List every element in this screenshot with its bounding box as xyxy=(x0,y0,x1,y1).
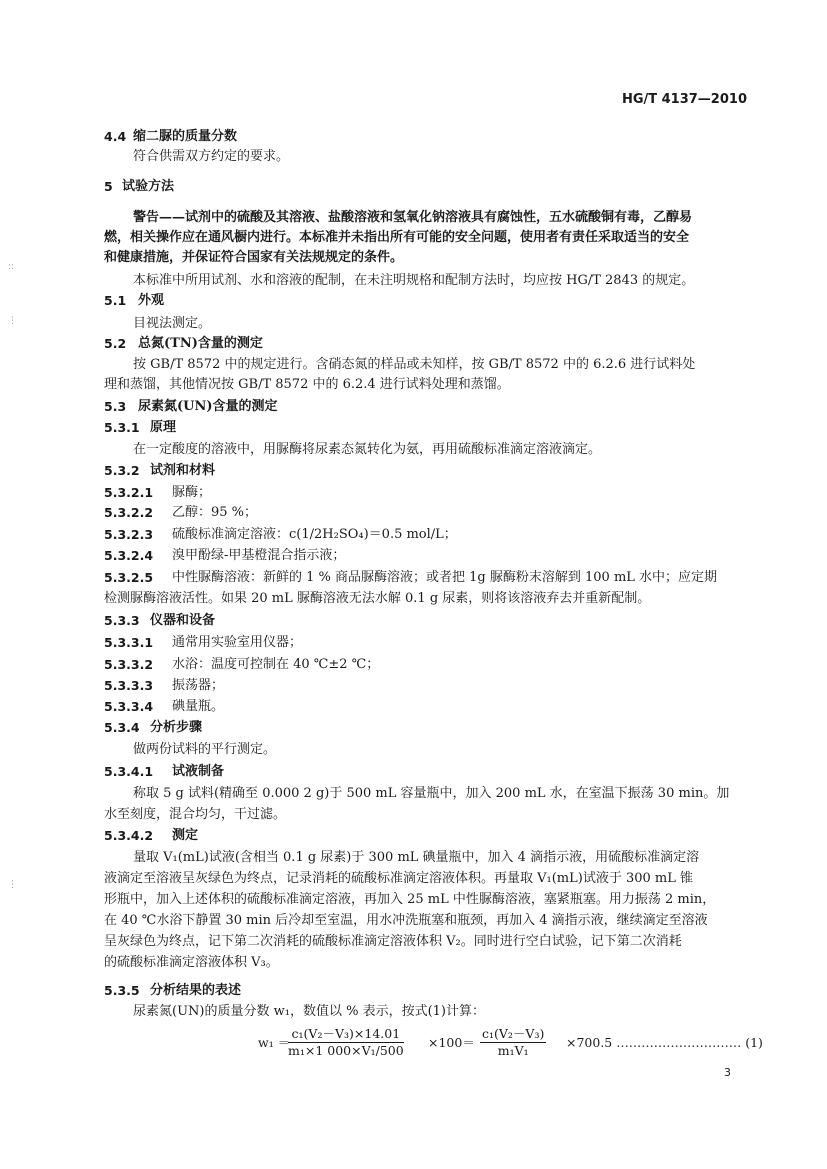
text-line xyxy=(0,633,827,653)
text-line xyxy=(0,503,827,523)
section-number: 5.2 xyxy=(104,336,127,351)
section-number: 5.3.2.4 xyxy=(104,548,154,563)
section-number: 5.3.2.5 xyxy=(104,570,154,585)
section-number: 5.3.2 xyxy=(104,463,140,478)
paragraph-text: 乙醇：95 %； xyxy=(172,505,258,520)
text-line xyxy=(0,483,827,503)
section-number: 5.3.3.2 xyxy=(104,657,154,672)
paragraph-text: 硫酸标准滴定溶液：c(1/2H₂SO₄)＝0.5 mol/L； xyxy=(172,527,457,542)
text-line xyxy=(0,355,827,375)
text-line xyxy=(0,397,827,417)
paragraph-text: 的硫酸标准滴定溶液体积 V₃。 xyxy=(104,955,279,970)
text-line xyxy=(0,208,827,228)
formula-fraction-2-denominator: m₁V₁ xyxy=(497,1043,529,1058)
text-line xyxy=(0,568,827,588)
text-line xyxy=(0,271,827,291)
section-number: 5.3 xyxy=(104,399,127,414)
formula-lhs: w₁ ＝ xyxy=(258,1035,291,1050)
paragraph-text: 溴甲酚绿-甲基橙混合指示液； xyxy=(172,548,346,563)
text-line xyxy=(0,655,827,675)
text-line xyxy=(0,953,827,973)
text-line xyxy=(0,911,827,931)
section-number: 5.3.5 xyxy=(104,983,140,998)
paragraph-text: 碘量瓶。 xyxy=(172,699,225,714)
paragraph-text: 符合供需双方约定的要求。 xyxy=(133,149,290,164)
paragraph-text: 水浴：温度可控制在 40 ℃±2 ℃； xyxy=(172,657,380,672)
section-number: 5.3.2.1 xyxy=(104,485,154,500)
text-line xyxy=(0,589,827,609)
page-number: 3 xyxy=(724,1066,731,1079)
doc-code: HG/T 4137—2010 xyxy=(621,92,747,107)
paragraph-text: 在 40 ℃水浴下静置 30 min 后冷却至室温，用水冲洗瓶塞和瓶颈，再加入 4 滴指示液，继续滴定至溶液 xyxy=(104,913,708,928)
text-line xyxy=(0,740,827,760)
text-line xyxy=(0,848,827,868)
section-heading: 测定 xyxy=(172,828,199,843)
text-line xyxy=(0,762,827,782)
margin-mark: ⋮ xyxy=(8,880,17,890)
paragraph-text: 水至刻度，混合均匀，干过滤。 xyxy=(104,807,287,822)
text-line xyxy=(0,440,827,460)
text-line xyxy=(0,314,827,334)
section-heading: 尿素氮(UN)含量的测定 xyxy=(138,399,278,414)
text-line xyxy=(0,1002,827,1022)
section-number: 5.3.4.2 xyxy=(104,828,154,843)
text-line xyxy=(0,676,827,696)
paragraph-text: 通常用实验室用仪器； xyxy=(172,635,303,650)
text-line xyxy=(0,932,827,952)
formula-fraction-1 xyxy=(288,1026,404,1059)
section-number: 5.3.3 xyxy=(104,613,140,628)
section-heading: 分析步骤 xyxy=(150,720,203,735)
section-number: 5.3.2.2 xyxy=(104,505,154,520)
formula-tail: ×700.5 ………………………… (1) xyxy=(566,1035,763,1050)
paragraph-text: 做两份试料的平行测定。 xyxy=(133,742,277,757)
text-line xyxy=(0,525,827,545)
text-line xyxy=(0,890,827,910)
section-number: 5.3.3.1 xyxy=(104,635,154,650)
formula-fraction-2-numerator: c₁(V₂－V₃) xyxy=(482,1026,545,1041)
section-heading: 原理 xyxy=(150,420,177,435)
formula-1 xyxy=(258,1026,763,1062)
paragraph-text: 振荡器； xyxy=(172,678,225,693)
formula-fraction-2 xyxy=(480,1026,546,1059)
section-number: 5.3.3.4 xyxy=(104,699,154,714)
paragraph-text: 称取 5 g 试料(精确至 0.000 2 g)于 500 mL 容量瓶中，加入 200 mL 水，在室温下振荡 30 min。加 xyxy=(133,786,730,801)
formula-fraction-1-numerator: c₁(V₂－V₃)×14.01 xyxy=(288,1026,404,1043)
text-line xyxy=(0,784,827,804)
paragraph-text: 呈灰绿色为终点，记下第二次消耗的硫酸标准滴定溶液体积 V₂。同时进行空白试验，记下第二次消耗 xyxy=(104,934,682,949)
text-line xyxy=(0,981,827,1001)
formula-fraction-1-denominator: m₁×1 000×V₁/500 xyxy=(288,1043,404,1058)
section-heading: 试液制备 xyxy=(172,764,225,779)
section-heading: 试验方法 xyxy=(122,179,175,194)
paragraph-text: 脲酶； xyxy=(172,485,212,500)
text-line xyxy=(0,147,827,167)
text-line xyxy=(0,127,827,147)
text-line xyxy=(0,546,827,566)
paragraph-text: 中性脲酶溶液：新鲜的 1 % 商品脲酶溶液；或者把 1g 脲酶粉末溶解到 100 mL 水中；应定期 xyxy=(172,570,718,585)
section-heading: 试剂和材料 xyxy=(150,463,216,478)
section-heading: 缩二脲的质量分数 xyxy=(133,129,238,144)
section-heading: 仪器和设备 xyxy=(150,613,216,628)
text-line xyxy=(0,248,827,268)
section-heading: 外观 xyxy=(138,293,165,308)
paragraph-text: 燃，相关操作应在通风橱内进行。本标准并未指出所有可能的安全问题，使用者有责任采取适当的安全 xyxy=(104,230,690,245)
paragraph-text: 尿素氮(UN)的质量分数 w₁，数值以 % 表示，按式(1)计算： xyxy=(133,1004,485,1019)
section-heading: 分析结果的表述 xyxy=(150,983,242,998)
text-line xyxy=(0,228,827,248)
text-line xyxy=(0,291,827,311)
formula-times-100: ×100＝ xyxy=(428,1035,475,1050)
section-number: 5.3.3.3 xyxy=(104,678,154,693)
paragraph-text: 目视法测定。 xyxy=(133,316,212,331)
text-line xyxy=(0,375,827,395)
text-line xyxy=(0,805,827,825)
text-line xyxy=(0,826,827,846)
paragraph-text: 理和蒸馏，其他情况按 GB/T 8572 中的 6.2.4 进行试料处理和蒸馏。 xyxy=(104,377,510,392)
paragraph-text: 检测脲酶溶液活性。如果 20 mL 脲酶溶液无法水解 0.1 g 尿素，则将该溶液弃去并重新配制。 xyxy=(104,591,651,606)
section-number: 5.3.1 xyxy=(104,420,140,435)
section-number: 5 xyxy=(104,179,113,194)
text-line xyxy=(0,177,827,197)
section-heading: 总氮(TN)含量的测定 xyxy=(138,336,263,351)
text-line xyxy=(0,418,827,438)
paragraph-text: 形瓶中，加入上述体积的硫酸标准滴定溶液，再加入 25 mL 中性脲酶溶液，塞紧瓶塞。用力振荡 2 min， xyxy=(104,892,716,907)
text-line xyxy=(0,334,827,354)
text-line xyxy=(0,697,827,717)
margin-mark: ⋮ xyxy=(8,316,17,326)
text-line xyxy=(0,869,827,889)
text-line xyxy=(0,611,827,631)
margin-mark: :: xyxy=(8,262,15,272)
paragraph-text: 量取 V₁(mL)试液(含相当 0.1 g 尿素)于 300 mL 碘量瓶中，加入 4 滴指示液，用硫酸标准滴定溶 xyxy=(133,850,700,865)
paragraph-text: 本标准中所用试剂、水和溶液的配制，在未注明规格和配制方法时，均应按 HG/T 2843 的规定。 xyxy=(133,273,695,288)
paragraph-text: 液滴定至溶液呈灰绿色为终点，记录消耗的硫酸标准滴定溶液体积。再量取 V₁(mL)试液于 300 mL 锥 xyxy=(104,871,694,886)
section-number: 5.3.4.1 xyxy=(104,764,154,779)
paragraph-text: 警告——试剂中的硫酸及其溶液、盐酸溶液和氢氧化钠溶液具有腐蚀性，五水硫酸铜有毒，乙醇易 xyxy=(133,210,693,225)
text-line xyxy=(0,718,827,738)
section-number: 4.4 xyxy=(104,129,127,144)
text-line xyxy=(0,461,827,481)
section-number: 5.1 xyxy=(104,293,127,308)
paragraph-text: 按 GB/T 8572 中的规定进行。含硝态氮的样品或未知样，按 GB/T 8572 中的 6.2.6 进行试料处 xyxy=(133,357,696,372)
paragraph-text: 在一定酸度的溶液中，用脲酶将尿素态氮转化为氨，再用硫酸标准滴定溶液滴定。 xyxy=(133,442,602,457)
paragraph-text: 和健康措施，并保证符合国家有关法规规定的条件。 xyxy=(104,250,404,265)
section-number: 5.3.4 xyxy=(104,720,140,735)
section-number: 5.3.2.3 xyxy=(104,527,154,542)
